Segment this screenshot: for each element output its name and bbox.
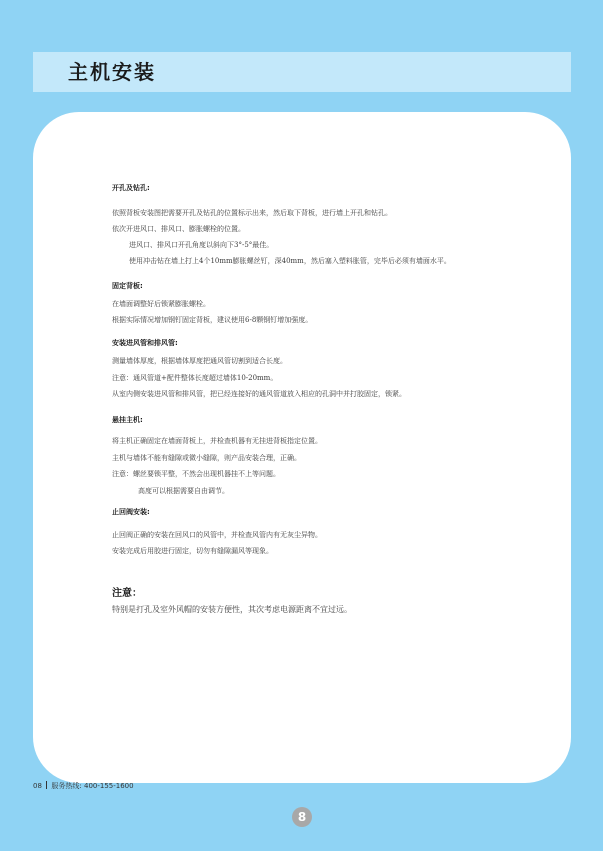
section-heading-check-valve: 止回阀安装: <box>112 508 150 516</box>
instruction-line: 注意：螺丝要锁平整，不然会出现机器挂不上等问题。 <box>112 470 280 478</box>
instruction-line: 依照背板安装图把需要开孔及钻孔的位置标示出来，然后取下背板，进行墙上开孔和钻孔。 <box>112 209 392 217</box>
instruction-line: 止回阀正确的安装在回风口的风管中，并检查风管内有无灰尘异物。 <box>112 531 322 539</box>
page-number-badge: 8 <box>292 807 312 827</box>
section-heading-hang-unit: 悬挂主机: <box>112 416 143 424</box>
footer-page-number: 08 <box>33 782 42 790</box>
note-title: 注意： <box>112 588 142 599</box>
instruction-line: 注意：通风管道+配件整体长度超过墙体10-20mm。 <box>112 374 278 382</box>
page-title: 主机安装 <box>68 60 156 84</box>
instruction-line: 使用冲击钻在墙上打上4个10mm膨胀螺丝钉，深40mm，然后塞入塑料胀管，完毕后必须有墙面水平。 <box>129 257 451 265</box>
note-text: 特别是打孔及室外风帽的安装方便性，其次考虑电源距离不宜过远。 <box>112 605 352 614</box>
instruction-line: 依次开进风口、排风口、膨胀螺栓的位置。 <box>112 225 245 233</box>
instruction-line: 高度可以根据需要自由调节。 <box>138 487 229 495</box>
instruction-line: 测量墙体厚度，根据墙体厚度把通风管切割到适合长度。 <box>112 357 287 365</box>
footer <box>33 781 134 791</box>
content-card <box>33 112 571 783</box>
footer-hotline: 服务热线: 400-155-1600 <box>51 782 134 790</box>
instruction-line: 进风口、排风口开孔角度以斜向下3°-5°最佳。 <box>129 241 274 249</box>
instruction-line: 根据实际情况增加钢钉固定背板，建议使用6-8颗钢钉增加强度。 <box>112 316 313 324</box>
instruction-line: 主机与墙体不能有缝隙或微小缝隙，则产品安装合理，正确。 <box>112 454 301 462</box>
instruction-line: 将主机正确固定在墙面背板上，并检查机器有无挂进背板指定位置。 <box>112 437 322 445</box>
instruction-line: 安装完成后用胶进行固定，切勿有缝隙漏风等现象。 <box>112 547 273 555</box>
section-heading-backplate: 固定背板: <box>112 282 143 290</box>
instruction-line: 在墙面调整好后锁紧膨胀螺栓。 <box>112 300 210 308</box>
section-heading-drilling: 开孔及钻孔: <box>112 184 150 192</box>
section-heading-ducts: 安装进风管和排风管: <box>112 339 178 347</box>
instruction-line: 从室内侧安装进风管和排风管，把已经连接好的通风管道放入相应的孔洞中并打胶固定，锁紧。 <box>112 390 406 398</box>
footer-divider <box>46 781 48 789</box>
